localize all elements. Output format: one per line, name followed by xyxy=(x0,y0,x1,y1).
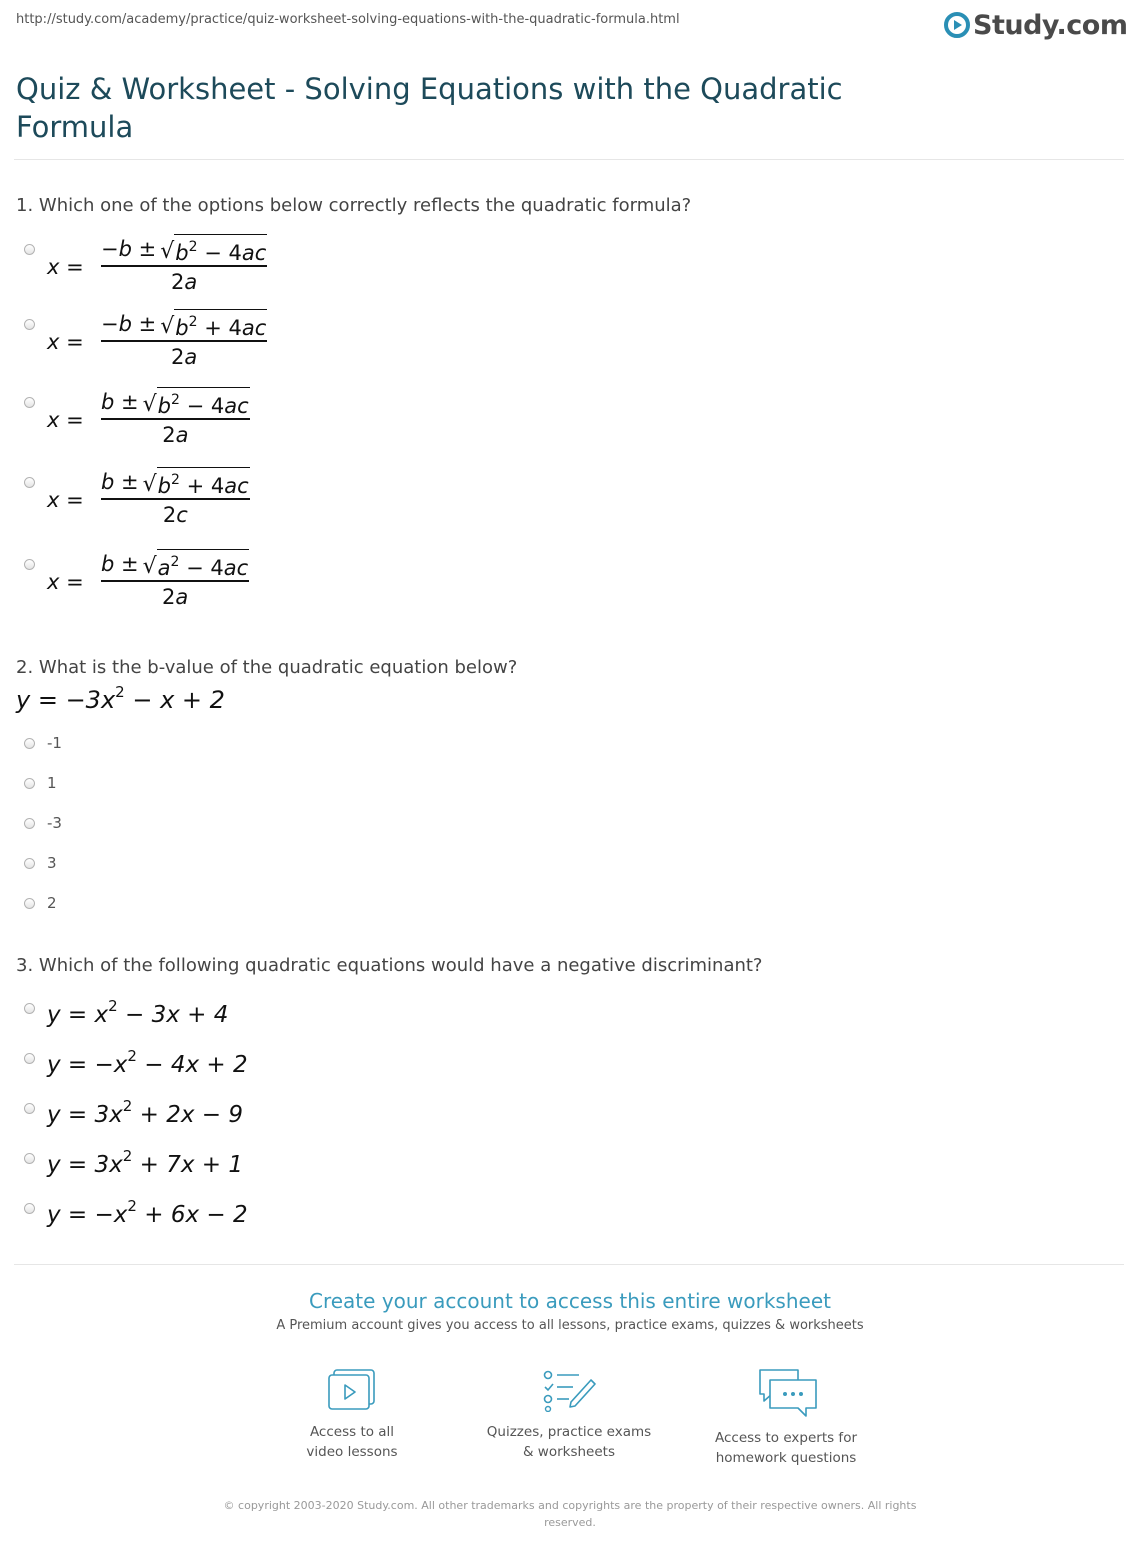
fraction-denominator: 2a xyxy=(171,344,198,369)
q1-option-fraction xyxy=(101,308,267,372)
cta-title[interactable]: Create your account to access this entire worksheet xyxy=(309,1289,831,1313)
fraction-numerator: b ± √ $b^2 + 4ac$ xyxy=(101,466,250,498)
q1-option-lhs: x = xyxy=(47,570,84,594)
page-title: Quiz & Worksheet - Solving Equations with the Quadratic Formula xyxy=(16,72,843,144)
q1-option-lhs: x = xyxy=(47,255,84,279)
q3-option-equation: $y = x^2 - 3x + 4$ xyxy=(47,997,229,1028)
q1-option-radio[interactable] xyxy=(24,477,35,488)
q1-option-fraction xyxy=(101,548,249,612)
question-1: 1. Which one of the options below correctly reflects the quadratic formula? xyxy=(16,195,692,216)
play-logo-icon xyxy=(944,12,970,38)
q1-option-radio[interactable] xyxy=(24,397,35,408)
q1-option-radio[interactable] xyxy=(24,244,35,255)
q2-option-label: -1 xyxy=(47,734,62,752)
fraction-numerator: b ± √ $a^2 - 4ac$ xyxy=(101,548,249,580)
question-2-equation: $y = -3x^2 - x + 2$ xyxy=(16,683,225,714)
feature-quizzes xyxy=(474,1368,664,1462)
q2-option-label: -3 xyxy=(47,814,62,832)
q2-option-radio[interactable] xyxy=(24,898,35,909)
q1-option-radio[interactable] xyxy=(24,319,35,330)
feature-video-lessons xyxy=(257,1368,447,1462)
q1-option-radio[interactable] xyxy=(24,559,35,570)
q1-option-fraction xyxy=(101,466,250,530)
quiz-checklist-icon xyxy=(541,1368,597,1412)
q3-option-radio[interactable] xyxy=(24,1103,35,1114)
q2-option-label: 1 xyxy=(47,774,57,792)
fraction-denominator: 2a xyxy=(162,422,189,447)
q3-option-equation: $y = -x^2 - 4x + 2$ xyxy=(47,1047,248,1078)
q3-option-equation: $y = 3x^2 + 7x + 1$ xyxy=(47,1147,243,1178)
video-lessons-icon xyxy=(326,1368,378,1412)
feature-label: Quizzes, practice exams & worksheets xyxy=(486,1424,652,1460)
logo-text: Study.com xyxy=(973,9,1128,41)
q1-option-lhs: x = xyxy=(47,330,84,354)
q1-option-lhs: x = xyxy=(47,408,84,432)
q2-option-radio[interactable] xyxy=(24,738,35,749)
q1-option-fraction xyxy=(101,233,267,297)
q3-option-radio[interactable] xyxy=(24,1153,35,1164)
q1-option-lhs: x = xyxy=(47,488,84,512)
fraction-denominator: 2a xyxy=(161,584,189,609)
q2-option-radio[interactable] xyxy=(24,818,35,829)
fraction-numerator: −b ± √ $b^2 - 4ac$ xyxy=(101,233,267,265)
q3-option-equation: $y = -x^2 + 6x - 2$ xyxy=(47,1197,248,1228)
chat-bubbles-icon xyxy=(754,1368,818,1418)
feature-label: Access to all video lessons xyxy=(306,1424,398,1460)
copyright-footer: © copyright 2003-2020 Study.com. All other trademarks and copyrights are the property of their respective owners. All rights reserved. xyxy=(223,1499,917,1529)
feature-experts xyxy=(691,1368,881,1468)
study-logo[interactable] xyxy=(944,8,1127,42)
fraction-numerator: −b ± √ $b^2 + 4ac$ xyxy=(101,308,267,340)
q2-option-label: 2 xyxy=(47,894,57,912)
q2-option-radio[interactable] xyxy=(24,778,35,789)
q3-option-radio[interactable] xyxy=(24,1003,35,1014)
cta-divider xyxy=(14,1264,1124,1265)
q2-option-radio[interactable] xyxy=(24,858,35,869)
q3-option-equation: $y = 3x^2 + 2x - 9$ xyxy=(47,1097,243,1128)
page-url[interactable]: http://study.com/academy/practice/quiz-worksheet-solving-equations-with-the-quadratic-formula.html xyxy=(16,12,680,27)
q3-option-radio[interactable] xyxy=(24,1053,35,1064)
cta-subtitle: A Premium account gives you access to all lessons, practice exams, quizzes & worksheets xyxy=(276,1318,864,1333)
q2-option-label: 3 xyxy=(47,854,57,872)
fraction-denominator: 2a xyxy=(171,269,198,294)
title-divider xyxy=(14,159,1124,160)
fraction-denominator: 2c xyxy=(162,502,188,527)
fraction-numerator: b ± √ $b^2 - 4ac$ xyxy=(101,386,250,418)
question-2: 2. What is the b-value of the quadratic equation below? xyxy=(16,657,518,678)
question-3: 3. Which of the following quadratic equations would have a negative discriminant? xyxy=(16,955,763,976)
q3-option-radio[interactable] xyxy=(24,1203,35,1214)
feature-label: Access to experts for homework questions xyxy=(714,1430,857,1466)
q1-option-fraction xyxy=(101,386,250,450)
